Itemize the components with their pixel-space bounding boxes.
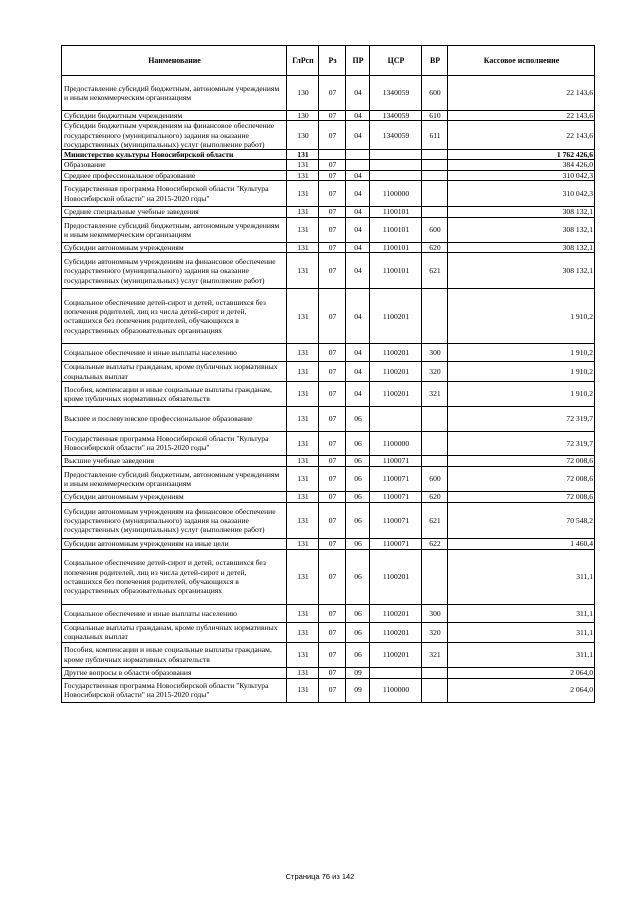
cell-rz: 07	[319, 181, 346, 207]
table-row	[62, 344, 595, 362]
cell-pr: 04	[346, 243, 370, 253]
cell-csr	[370, 150, 422, 160]
cell-glrsp: 131	[287, 622, 319, 642]
cell-amount: 22 143,6	[448, 111, 595, 121]
cell-csr: 1100101	[370, 253, 422, 289]
cell-csr: 1100000	[370, 431, 422, 455]
cell-name: Пособия, компенсации и иные социальные выплаты гражданам, кроме публичных нормативных обязательств	[62, 642, 287, 667]
table-row	[62, 160, 595, 170]
table-row	[62, 406, 595, 431]
cell-csr: 1100101	[370, 218, 422, 243]
table-header-row	[62, 46, 595, 76]
cell-name: Социальное обеспечение и иные выплаты населению	[62, 604, 287, 622]
cell-amount: 70 548,2	[448, 502, 595, 538]
cell-glrsp: 131	[287, 181, 319, 207]
table-row	[62, 667, 595, 678]
cell-csr	[370, 406, 422, 431]
table-row	[62, 642, 595, 667]
table-row	[62, 218, 595, 243]
cell-vr: 600	[422, 218, 448, 243]
cell-amount: 308 132,1	[448, 253, 595, 289]
table-row	[62, 111, 595, 121]
cell-amount: 72 008,6	[448, 466, 595, 491]
cell-pr: 04	[346, 362, 370, 382]
cell-glrsp: 131	[287, 243, 319, 253]
cell-name: Предоставление субсидий бюджетным, автономным учреждениям и иным некоммерческим организациям	[62, 76, 287, 111]
budget-table	[61, 45, 595, 703]
cell-rz: 07	[319, 678, 346, 702]
cell-name: Субсидии автономным учреждениям на финансовое обеспечение государственного (муниципального) задания на оказание государственных (муниципальных) услуг (выполнение работ)	[62, 502, 287, 538]
cell-csr: 1100071	[370, 538, 422, 549]
cell-amount: 308 132,1	[448, 218, 595, 243]
cell-glrsp: 130	[287, 76, 319, 111]
cell-amount: 1 762 426,6	[448, 150, 595, 160]
cell-glrsp: 131	[287, 381, 319, 406]
cell-pr	[346, 160, 370, 170]
cell-name: Другие вопросы в области образования	[62, 667, 287, 678]
table-row	[62, 549, 595, 604]
table-row	[62, 76, 595, 111]
cell-name: Субсидии бюджетным учреждениям на финансовое обеспечение государственного (муниципального) задания на оказание государственных (муниципальных) услуг (выполнение работ)	[62, 121, 287, 150]
cell-csr: 1100201	[370, 642, 422, 667]
cell-csr: 1340059	[370, 76, 422, 111]
cell-glrsp: 131	[287, 604, 319, 622]
table-row	[62, 181, 595, 207]
cell-rz: 07	[319, 502, 346, 538]
cell-rz: 07	[319, 466, 346, 491]
cell-amount: 1 460,4	[448, 538, 595, 549]
cell-glrsp: 130	[287, 111, 319, 121]
header-amount: Кассовое исполнение	[448, 46, 595, 76]
cell-pr: 06	[346, 549, 370, 604]
cell-pr: 04	[346, 207, 370, 218]
cell-pr	[346, 150, 370, 160]
cell-name: Социальное обеспечение и иные выплаты населению	[62, 344, 287, 362]
cell-pr: 09	[346, 678, 370, 702]
cell-csr	[370, 667, 422, 678]
cell-pr: 04	[346, 76, 370, 111]
cell-amount: 311,1	[448, 642, 595, 667]
cell-rz: 07	[319, 218, 346, 243]
cell-vr	[422, 181, 448, 207]
cell-csr: 1100000	[370, 181, 422, 207]
cell-amount: 1 910,2	[448, 344, 595, 362]
cell-name: Субсидии автономным учреждениям на финансовое обеспечение государственного (муниципального) задания на оказание государственных (муниципальных) услуг (выполнение работ)	[62, 253, 287, 289]
cell-vr	[422, 431, 448, 455]
cell-vr: 611	[422, 121, 448, 150]
cell-pr: 04	[346, 253, 370, 289]
table-row	[62, 622, 595, 642]
cell-amount: 22 143,6	[448, 76, 595, 111]
cell-amount: 72 319,7	[448, 406, 595, 431]
table-row	[62, 170, 595, 180]
table-row	[62, 121, 595, 150]
cell-amount: 311,1	[448, 604, 595, 622]
cell-rz: 07	[319, 642, 346, 667]
cell-glrsp: 131	[287, 538, 319, 549]
cell-glrsp: 131	[287, 502, 319, 538]
cell-amount: 308 132,1	[448, 243, 595, 253]
cell-rz: 07	[319, 362, 346, 382]
header-name: Наименование	[62, 46, 287, 76]
cell-name: Субсидии бюджетным учреждениям	[62, 111, 287, 121]
cell-csr: 1100201	[370, 604, 422, 622]
cell-vr: 621	[422, 253, 448, 289]
cell-vr	[422, 406, 448, 431]
cell-vr: 321	[422, 381, 448, 406]
cell-csr: 1340059	[370, 121, 422, 150]
cell-pr: 06	[346, 466, 370, 491]
cell-amount: 384 426,0	[448, 160, 595, 170]
cell-vr	[422, 549, 448, 604]
table-row	[62, 150, 595, 160]
cell-pr: 04	[346, 121, 370, 150]
table-row	[62, 289, 595, 344]
cell-rz: 07	[319, 160, 346, 170]
cell-amount: 2 064,0	[448, 667, 595, 678]
cell-csr: 1100000	[370, 678, 422, 702]
cell-name: Среднее профессиональное образование	[62, 170, 287, 180]
cell-vr: 320	[422, 362, 448, 382]
cell-rz: 07	[319, 243, 346, 253]
cell-rz: 07	[319, 207, 346, 218]
cell-name: Субсидии автономным учреждениям на иные цели	[62, 538, 287, 549]
cell-glrsp: 131	[287, 362, 319, 382]
cell-rz: 07	[319, 406, 346, 431]
cell-glrsp: 131	[287, 170, 319, 180]
cell-name: Предоставление субсидий бюджетным, автономным учреждениям и иным некоммерческим организациям	[62, 466, 287, 491]
cell-csr	[370, 170, 422, 180]
cell-vr	[422, 678, 448, 702]
cell-name: Предоставление субсидий бюджетным, автономным учреждениям и иным некоммерческим организациям	[62, 218, 287, 243]
cell-csr	[370, 160, 422, 170]
cell-name: Социальное обеспечение детей-сирот и детей, оставшихся без попечения родителей, лиц из числа детей-сирот и детей, оставшихся без попечения родителей, обучающихся в государственных образовательных организациях	[62, 289, 287, 344]
cell-name: Высшие учебные заведения	[62, 455, 287, 466]
cell-glrsp: 131	[287, 207, 319, 218]
cell-pr: 06	[346, 502, 370, 538]
cell-pr: 06	[346, 538, 370, 549]
cell-glrsp: 131	[287, 406, 319, 431]
cell-amount: 310 042,3	[448, 170, 595, 180]
cell-name: Министерство культуры Новосибирской области	[62, 150, 287, 160]
header-rz: Рз	[319, 46, 346, 76]
cell-amount: 22 143,6	[448, 121, 595, 150]
cell-amount: 72 319,7	[448, 431, 595, 455]
cell-vr: 320	[422, 622, 448, 642]
cell-rz: 07	[319, 170, 346, 180]
table-row	[62, 362, 595, 382]
cell-rz: 07	[319, 253, 346, 289]
cell-vr: 300	[422, 604, 448, 622]
cell-name: Государственная программа Новосибирской области "Культура Новосибирской области" на 2015-2020 годы"	[62, 678, 287, 702]
cell-name: Социальное обеспечение детей-сирот и детей, оставшихся без попечения родителей, лиц из числа детей-сирот и детей, оставшихся без попечения родителей, обучающихся в государственных образовательных организациях	[62, 549, 287, 604]
cell-amount: 72 008,6	[448, 491, 595, 502]
page-footer: Страница 76 из 142	[285, 872, 355, 881]
cell-pr: 04	[346, 181, 370, 207]
cell-csr: 1100071	[370, 502, 422, 538]
cell-amount: 311,1	[448, 622, 595, 642]
cell-csr: 1100201	[370, 622, 422, 642]
header-glrsp: ГлРсп	[287, 46, 319, 76]
cell-rz: 07	[319, 455, 346, 466]
cell-name: Средние специальные учебные заведения	[62, 207, 287, 218]
cell-name: Социальные выплаты гражданам, кроме публичных нормативных социальных выплат	[62, 622, 287, 642]
cell-pr: 04	[346, 289, 370, 344]
cell-glrsp: 131	[287, 678, 319, 702]
cell-glrsp: 131	[287, 289, 319, 344]
table-row	[62, 604, 595, 622]
table-row	[62, 431, 595, 455]
cell-vr: 300	[422, 344, 448, 362]
cell-pr: 04	[346, 218, 370, 243]
cell-pr: 04	[346, 170, 370, 180]
cell-glrsp: 131	[287, 549, 319, 604]
cell-pr: 04	[346, 344, 370, 362]
cell-rz: 07	[319, 76, 346, 111]
cell-vr: 620	[422, 243, 448, 253]
cell-name: Субсидии автономным учреждениям	[62, 243, 287, 253]
cell-vr: 321	[422, 642, 448, 667]
header-vr: ВР	[422, 46, 448, 76]
cell-csr: 1100201	[370, 289, 422, 344]
cell-glrsp: 131	[287, 160, 319, 170]
cell-pr: 06	[346, 455, 370, 466]
table-row	[62, 491, 595, 502]
cell-pr: 06	[346, 622, 370, 642]
cell-csr: 1100071	[370, 466, 422, 491]
table-row	[62, 243, 595, 253]
cell-csr: 1100201	[370, 344, 422, 362]
cell-vr	[422, 455, 448, 466]
table-row	[62, 253, 595, 289]
cell-pr: 06	[346, 491, 370, 502]
cell-csr: 1100101	[370, 243, 422, 253]
cell-amount: 72 008,6	[448, 455, 595, 466]
cell-rz: 07	[319, 111, 346, 121]
cell-csr: 1100071	[370, 455, 422, 466]
cell-rz: 07	[319, 604, 346, 622]
cell-glrsp: 130	[287, 121, 319, 150]
cell-glrsp: 131	[287, 253, 319, 289]
table-row	[62, 207, 595, 218]
cell-rz: 07	[319, 344, 346, 362]
cell-vr: 610	[422, 111, 448, 121]
header-csr: ЦСР	[370, 46, 422, 76]
cell-vr: 621	[422, 502, 448, 538]
cell-rz: 07	[319, 549, 346, 604]
cell-rz: 07	[319, 121, 346, 150]
cell-vr	[422, 289, 448, 344]
cell-rz: 07	[319, 289, 346, 344]
table-row	[62, 678, 595, 702]
cell-csr: 1340059	[370, 111, 422, 121]
cell-amount: 1 910,2	[448, 381, 595, 406]
cell-csr: 1100071	[370, 491, 422, 502]
cell-amount: 1 910,2	[448, 289, 595, 344]
table-row	[62, 538, 595, 549]
cell-name: Государственная программа Новосибирской области "Культура Новосибирской области" на 2015-2020 годы"	[62, 181, 287, 207]
cell-csr: 1100201	[370, 381, 422, 406]
cell-glrsp: 131	[287, 431, 319, 455]
cell-csr: 1100101	[370, 207, 422, 218]
cell-rz: 07	[319, 538, 346, 549]
cell-amount: 2 064,0	[448, 678, 595, 702]
cell-glrsp: 131	[287, 466, 319, 491]
cell-csr: 1100201	[370, 362, 422, 382]
cell-glrsp: 131	[287, 455, 319, 466]
cell-pr: 06	[346, 642, 370, 667]
cell-vr: 622	[422, 538, 448, 549]
cell-vr: 600	[422, 76, 448, 111]
cell-glrsp: 131	[287, 667, 319, 678]
cell-glrsp: 131	[287, 344, 319, 362]
table-row	[62, 455, 595, 466]
cell-amount: 311,1	[448, 549, 595, 604]
cell-rz: 07	[319, 431, 346, 455]
cell-vr	[422, 160, 448, 170]
header-pr: ПР	[346, 46, 370, 76]
cell-glrsp: 131	[287, 642, 319, 667]
cell-glrsp: 131	[287, 150, 319, 160]
cell-name: Социальные выплаты гражданам, кроме публичных нормативных социальных выплат	[62, 362, 287, 382]
cell-vr	[422, 667, 448, 678]
cell-vr: 600	[422, 466, 448, 491]
cell-amount: 1 910,2	[448, 362, 595, 382]
cell-rz: 07	[319, 381, 346, 406]
cell-vr: 620	[422, 491, 448, 502]
cell-glrsp: 131	[287, 218, 319, 243]
cell-pr: 09	[346, 667, 370, 678]
cell-glrsp: 131	[287, 491, 319, 502]
cell-pr: 04	[346, 111, 370, 121]
cell-rz: 07	[319, 491, 346, 502]
cell-rz	[319, 150, 346, 160]
cell-csr: 1100201	[370, 549, 422, 604]
cell-name: Субсидии автономным учреждениям	[62, 491, 287, 502]
cell-vr	[422, 207, 448, 218]
cell-vr	[422, 170, 448, 180]
cell-name: Пособия, компенсации и иные социальные выплаты гражданам, кроме публичных нормативных обязательств	[62, 381, 287, 406]
table-row	[62, 502, 595, 538]
cell-rz: 07	[319, 667, 346, 678]
budget-table-container	[61, 45, 594, 873]
cell-vr	[422, 150, 448, 160]
table-row	[62, 381, 595, 406]
cell-amount: 310 042,3	[448, 181, 595, 207]
cell-pr: 06	[346, 406, 370, 431]
cell-name: Образование	[62, 160, 287, 170]
table-row	[62, 466, 595, 491]
cell-name: Государственная программа Новосибирской области "Культура Новосибирской области" на 2015-2020 годы"	[62, 431, 287, 455]
cell-pr: 06	[346, 604, 370, 622]
cell-amount: 308 132,1	[448, 207, 595, 218]
cell-rz: 07	[319, 622, 346, 642]
cell-pr: 06	[346, 431, 370, 455]
cell-pr: 04	[346, 381, 370, 406]
cell-name: Высшее и послевузовское профессиональное образование	[62, 406, 287, 431]
